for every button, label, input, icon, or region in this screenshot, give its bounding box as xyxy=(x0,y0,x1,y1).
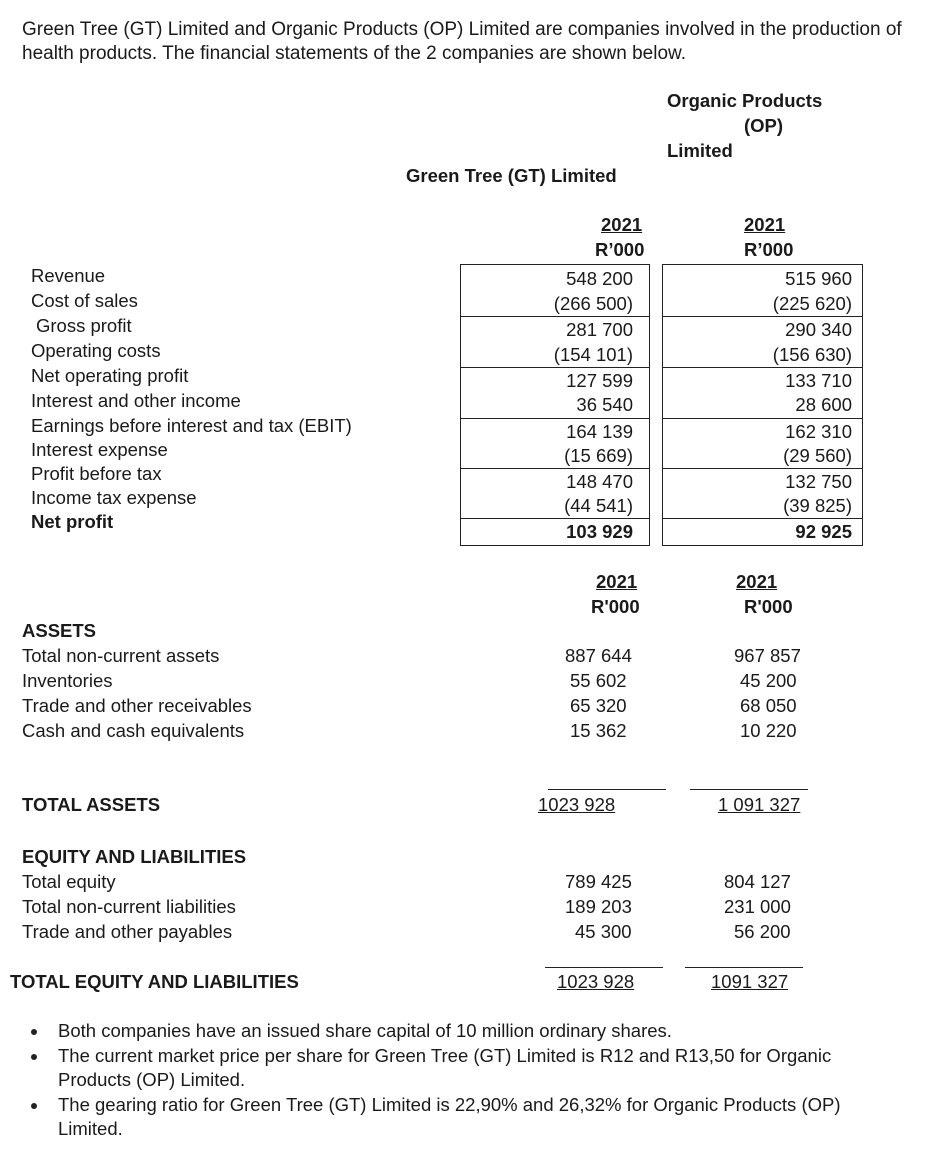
is-label-interest-expense: Interest expense xyxy=(31,439,168,460)
bullet-icon xyxy=(31,1054,37,1060)
op-company-name-line3: Limited xyxy=(667,140,733,161)
gt-asset-inventories: 55 602 xyxy=(570,670,627,691)
gt-year-header: 2021 xyxy=(601,214,643,235)
op-asset-inventories: 45 200 xyxy=(740,670,797,691)
eq-label-payables: Trade and other payables xyxy=(22,921,233,942)
gt-payables: 45 300 xyxy=(575,921,632,942)
op-income-tax: (39 825) xyxy=(783,495,852,516)
op-unit-header: R’000 xyxy=(744,239,794,260)
op-company-name-line1: Organic Products xyxy=(667,90,823,111)
equity-liabilities-heading: EQUITY AND LIABILITIES xyxy=(22,846,247,867)
gt-gross-profit: 281 700 xyxy=(461,316,649,342)
asset-label-noncurrent: Total non-current assets xyxy=(22,645,220,666)
gt-ebit: 164 139 xyxy=(461,418,649,444)
gt-cost-of-sales: (266 500) xyxy=(553,293,633,314)
note-item: The current market price per share for Green Tree (GT) Limited is R12 and R13,50 for Organic Products (OP) Limited. xyxy=(58,1045,832,1090)
total-assets-label: TOTAL ASSETS xyxy=(22,794,161,815)
op-net-operating-profit: 133 710 xyxy=(663,367,862,393)
gt-noncurrent-liabilities: 189 203 xyxy=(565,896,632,917)
note-item: The gearing ratio for Green Tree (GT) Limited is 22,90% and 26,32% for Organic Products (OP) Limited. xyxy=(58,1094,841,1139)
op-profit-before-tax: 132 750 xyxy=(663,468,862,494)
is-label-net-profit: Net profit xyxy=(31,511,114,532)
asset-label-cash: Cash and cash equivalents xyxy=(22,720,245,741)
gt-net-profit: 103 929 xyxy=(461,518,649,544)
is-label-gross-profit: Gross profit xyxy=(36,315,132,336)
note-item: Both companies have an issued share capital of 10 million ordinary shares. xyxy=(58,1020,672,1041)
op-asset-receivables: 68 050 xyxy=(740,695,797,716)
bs-gt-unit-header: R'000 xyxy=(591,596,640,617)
is-label-cost-of-sales: Cost of sales xyxy=(31,290,138,311)
gt-profit-before-tax: 148 470 xyxy=(461,468,649,494)
gt-asset-receivables: 65 320 xyxy=(570,695,627,716)
gt-income-tax: (44 541) xyxy=(564,495,633,516)
op-operating-costs: (156 630) xyxy=(772,344,852,365)
is-label-profit-before-tax: Profit before tax xyxy=(31,463,162,484)
asset-label-inventories: Inventories xyxy=(22,670,113,691)
op-asset-cash: 10 220 xyxy=(740,720,797,741)
bullet-icon xyxy=(31,1029,37,1035)
op-asset-noncurrent: 967 857 xyxy=(734,645,801,666)
op-cost-of-sales: (225 620) xyxy=(772,293,852,314)
bs-op-year-header: 2021 xyxy=(736,571,778,592)
op-payables: 56 200 xyxy=(734,921,791,942)
is-label-interest-income: Interest and other income xyxy=(31,390,241,411)
is-label-income-tax: Income tax expense xyxy=(31,487,197,508)
gt-revenue: 548 200 xyxy=(566,268,633,289)
gt-asset-noncurrent: 887 644 xyxy=(565,645,632,666)
op-net-profit: 92 925 xyxy=(663,518,862,544)
bs-op-unit-header: R'000 xyxy=(744,596,793,617)
gt-operating-costs: (154 101) xyxy=(553,344,633,365)
total-equity-liabilities-label: TOTAL EQUITY AND LIABILITIES xyxy=(10,971,299,992)
gt-interest-income: 36 540 xyxy=(576,394,633,415)
gt-unit-header: R’000 xyxy=(595,239,645,260)
op-company-name-line2: (OP) xyxy=(744,115,784,136)
is-label-net-operating-profit: Net operating profit xyxy=(31,365,189,386)
assets-heading: ASSETS xyxy=(22,620,97,641)
op-interest-expense: (29 560) xyxy=(783,445,852,466)
bullet-icon xyxy=(31,1103,37,1109)
gt-asset-cash: 15 362 xyxy=(570,720,627,741)
gt-net-operating-profit: 127 599 xyxy=(461,367,649,393)
op-interest-income: 28 600 xyxy=(795,394,852,415)
op-gross-profit: 290 340 xyxy=(663,316,862,342)
op-total-equity-liabilities: 1091 327 xyxy=(711,971,789,992)
asset-label-receivables: Trade and other receivables xyxy=(22,695,252,716)
eq-label-total-equity: Total equity xyxy=(22,871,116,892)
op-noncurrent-liabilities: 231 000 xyxy=(724,896,791,917)
intro-paragraph: Green Tree (GT) Limited and Organic Products (OP) Limited are companies involved in the production of health products. The financial statements of the 2 companies are shown below. xyxy=(22,19,902,64)
op-ebit: 162 310 xyxy=(663,418,862,444)
op-year-header: 2021 xyxy=(744,214,786,235)
op-revenue: 515 960 xyxy=(785,268,852,289)
is-label-revenue: Revenue xyxy=(31,265,106,286)
op-total-assets: 1 091 327 xyxy=(718,794,801,815)
gt-interest-expense: (15 669) xyxy=(564,445,633,466)
bs-gt-year-header: 2021 xyxy=(596,571,638,592)
gt-company-name: Green Tree (GT) Limited xyxy=(406,165,617,186)
eq-label-noncurrent-liabilities: Total non-current liabilities xyxy=(22,896,236,917)
gt-total-assets: 1023 928 xyxy=(538,794,616,815)
gt-total-equity: 789 425 xyxy=(565,871,632,892)
gt-total-equity-liabilities: 1023 928 xyxy=(557,971,635,992)
is-label-operating-costs: Operating costs xyxy=(31,340,161,361)
is-label-ebit: Earnings before interest and tax (EBIT) xyxy=(31,415,352,436)
op-total-equity: 804 127 xyxy=(724,871,791,892)
